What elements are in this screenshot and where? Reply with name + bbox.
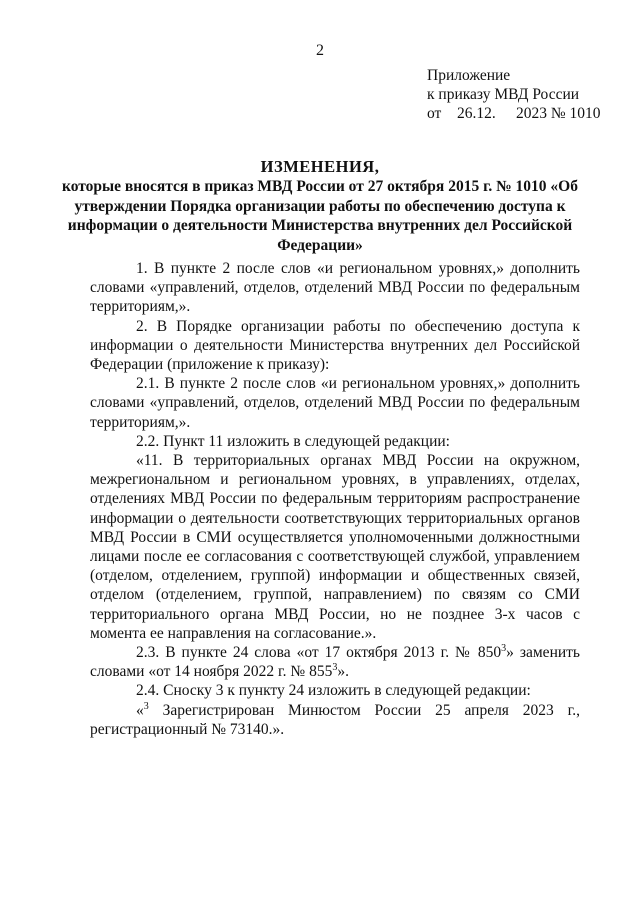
document-heading xyxy=(60,156,580,255)
footnote-marker: 3 xyxy=(501,643,507,655)
paragraph-11-text: «11. В территориальных органах МВД России на окружном, межрегиональном и региональном уровнях, в управлениях, отделах, отделениях МВД России по федеральным территориям распространение информации о деятельности соответствующих территориальных органов МВД России в СМИ осуществляется уполномоченными должностными лицами после ее согласования с соответствующей службой, управлением (отделом, отделением, группой) информации и общественных связей, отделом (отделением, группой, направлением) по связям со СМИ территориального органа МВД России, но не позднее 3-х часов с момента ее направления на согласование.». xyxy=(90,452,580,642)
footnote-marker: 3 xyxy=(143,700,149,712)
paragraph-2-3-pre: 2.3. В пункте 24 слова «от 17 октября 2013 г. № 850 xyxy=(136,644,502,662)
annex-date-line xyxy=(427,104,601,123)
paragraph-1: 1. В пункте 2 после слов «и региональном уровнях,» дополнить словами «управлений, отделов, отделений МВД России по федеральным территориям,». xyxy=(90,260,580,316)
annex-order-ref: к приказу МВД России xyxy=(427,86,580,103)
document-subtitle: которые вносятся в приказ МВД России от 27 октября 2015 г. № 1010 «Об утверждении Порядка организации работы по обеспечению доступа к информации о деятельности Министерства внутренних дел Российской Федерации» xyxy=(61,178,578,254)
footnote-open-quote: « xyxy=(136,701,144,719)
paragraph-2-3-mid: » заменить словами «от 14 ноября 2022 г. № 855 xyxy=(90,644,580,681)
footnote-body: Зарегистрирован Минюстом России 25 апреля 2023 г., регистрационный № 73140.». xyxy=(90,701,580,738)
paragraph-2-1: 2.1. В пункте 2 после слов «и региональном уровнях,» дополнить словами «управлений, отделов, отделений МВД России по федеральным территориям,». xyxy=(90,375,580,431)
annex-date: 26.12. xyxy=(457,105,496,122)
paragraph-2-2: 2.2. Пункт 11 изложить в следующей редакции: xyxy=(136,432,450,450)
paragraph-2-3 xyxy=(90,643,580,681)
paragraph-2-4: 2.4. Сноску 3 к пункту 24 изложить в следующей редакции: xyxy=(136,682,531,700)
annex-from-word: от xyxy=(427,105,442,122)
page-number: 2 xyxy=(316,42,324,59)
footnote-marker: 3 xyxy=(332,662,338,674)
annex-year-number: 2023 № 1010 xyxy=(516,105,601,122)
annex-block xyxy=(427,66,601,123)
footnote-text xyxy=(90,701,580,739)
annex-label: Приложение xyxy=(427,67,511,84)
paragraph-2-3-post: ». xyxy=(337,663,349,681)
document-title: ИЗМЕНЕНИЯ, xyxy=(260,157,380,176)
document-body xyxy=(90,259,580,739)
paragraph-2: 2. В Порядке организации работы по обеспечению доступа к информации о деятельности Министерства внутренних дел Российской Федерации (приложение к приказу): xyxy=(90,317,580,374)
